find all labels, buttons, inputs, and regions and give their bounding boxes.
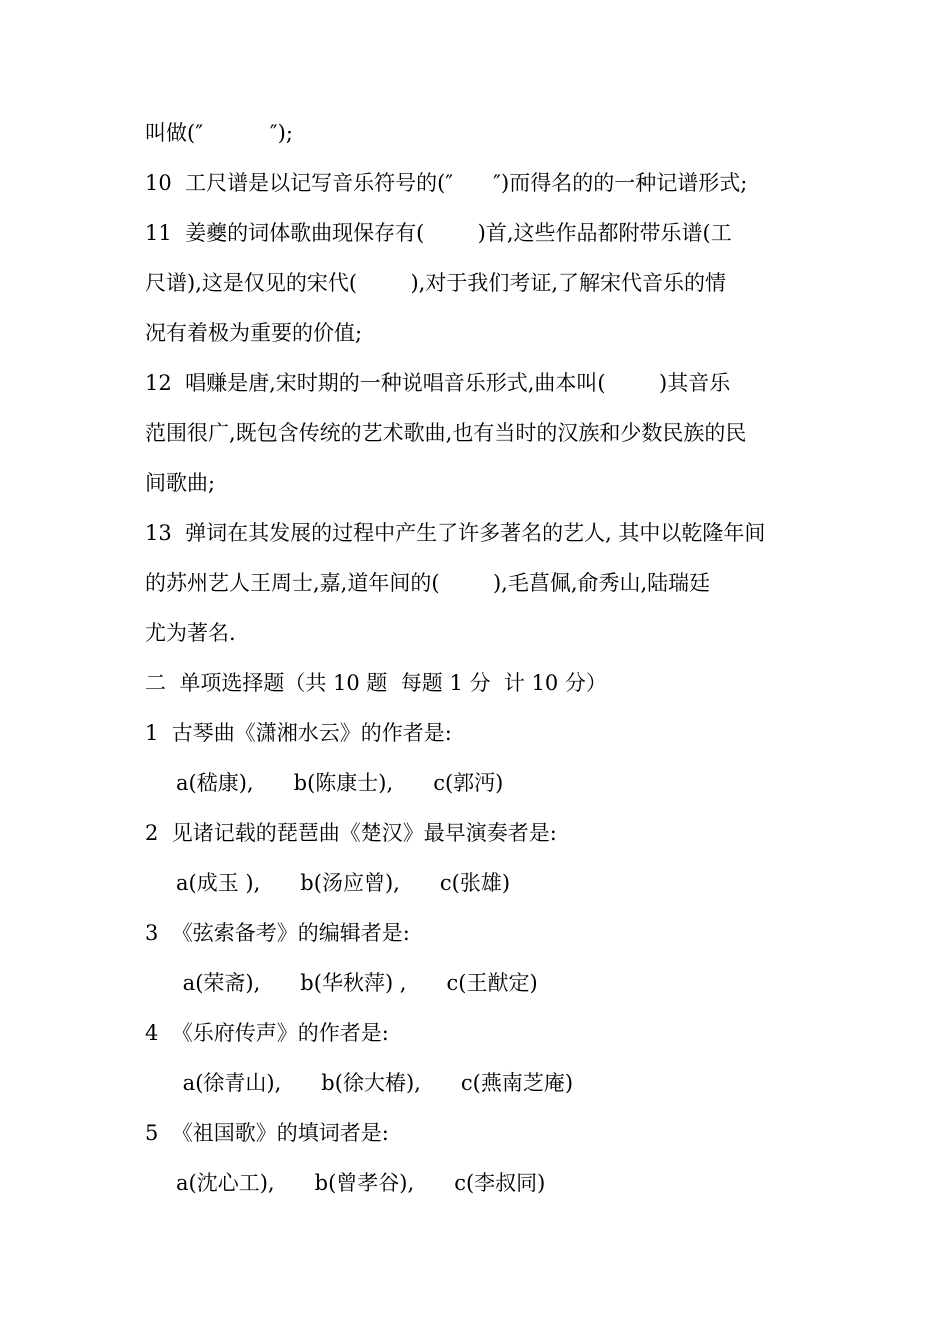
text-line: 尤为著名.: [145, 621, 236, 645]
question-text: 5 《祖国歌》的填词者是:: [145, 1121, 389, 1145]
section-heading: 二 单项选择题（共 10 题 每题 1 分 计 10 分）: [145, 671, 607, 695]
question-text: 4 《乐府传声》的作者是:: [145, 1021, 389, 1045]
answer-options: a(嵇康), b(陈康士), c(郭沔): [176, 771, 504, 795]
answer-options: a(徐青山), b(徐大椿), c(燕南芝庵): [176, 1071, 574, 1095]
question-text: 3 《弦索备考》的编辑者是:: [145, 921, 410, 945]
text-line: 叫做(″ ″);: [145, 121, 293, 145]
text-line: 间歌曲;: [145, 471, 216, 495]
text-line: 11 姜夔的词体歌曲现保存有( )首,这些作品都附带乐谱(工: [145, 221, 732, 245]
text-line: 13 弹词在其发展的过程中产生了许多著名的艺人, 其中以乾隆年间: [145, 521, 766, 545]
text-line: 范围很广,既包含传统的艺术歌曲,也有当时的汉族和少数民族的民: [145, 421, 747, 445]
answer-options: a(成玉 ), b(汤应曾), c(张雄): [176, 871, 511, 895]
text-line: 况有着极为重要的价值;: [145, 321, 363, 345]
question-text: 2 见诸记载的琵琶曲《楚汉》最早演奏者是:: [145, 821, 557, 845]
text-line: 12 唱赚是唐,宋时期的一种说唱音乐形式,曲本叫( )其音乐: [145, 371, 731, 395]
answer-options: a(荣斋), b(华秋萍) , c(王猷定): [176, 971, 538, 995]
text-line: 尺谱),这是仅见的宋代( ),对于我们考证,了解宋代音乐的情: [145, 271, 727, 295]
text-line: 10 工尺谱是以记写音乐符号的(″ ″)而得名的的一种记谱形式;: [145, 171, 748, 195]
question-text: 1 古琴曲《潇湘水云》的作者是:: [145, 721, 452, 745]
text-line: 的苏州艺人王周士,嘉,道年间的( ),毛菖佩,俞秀山,陆瑞廷: [145, 571, 711, 595]
answer-options: a(沈心工), b(曾孝谷), c(李叔同): [176, 1171, 546, 1195]
